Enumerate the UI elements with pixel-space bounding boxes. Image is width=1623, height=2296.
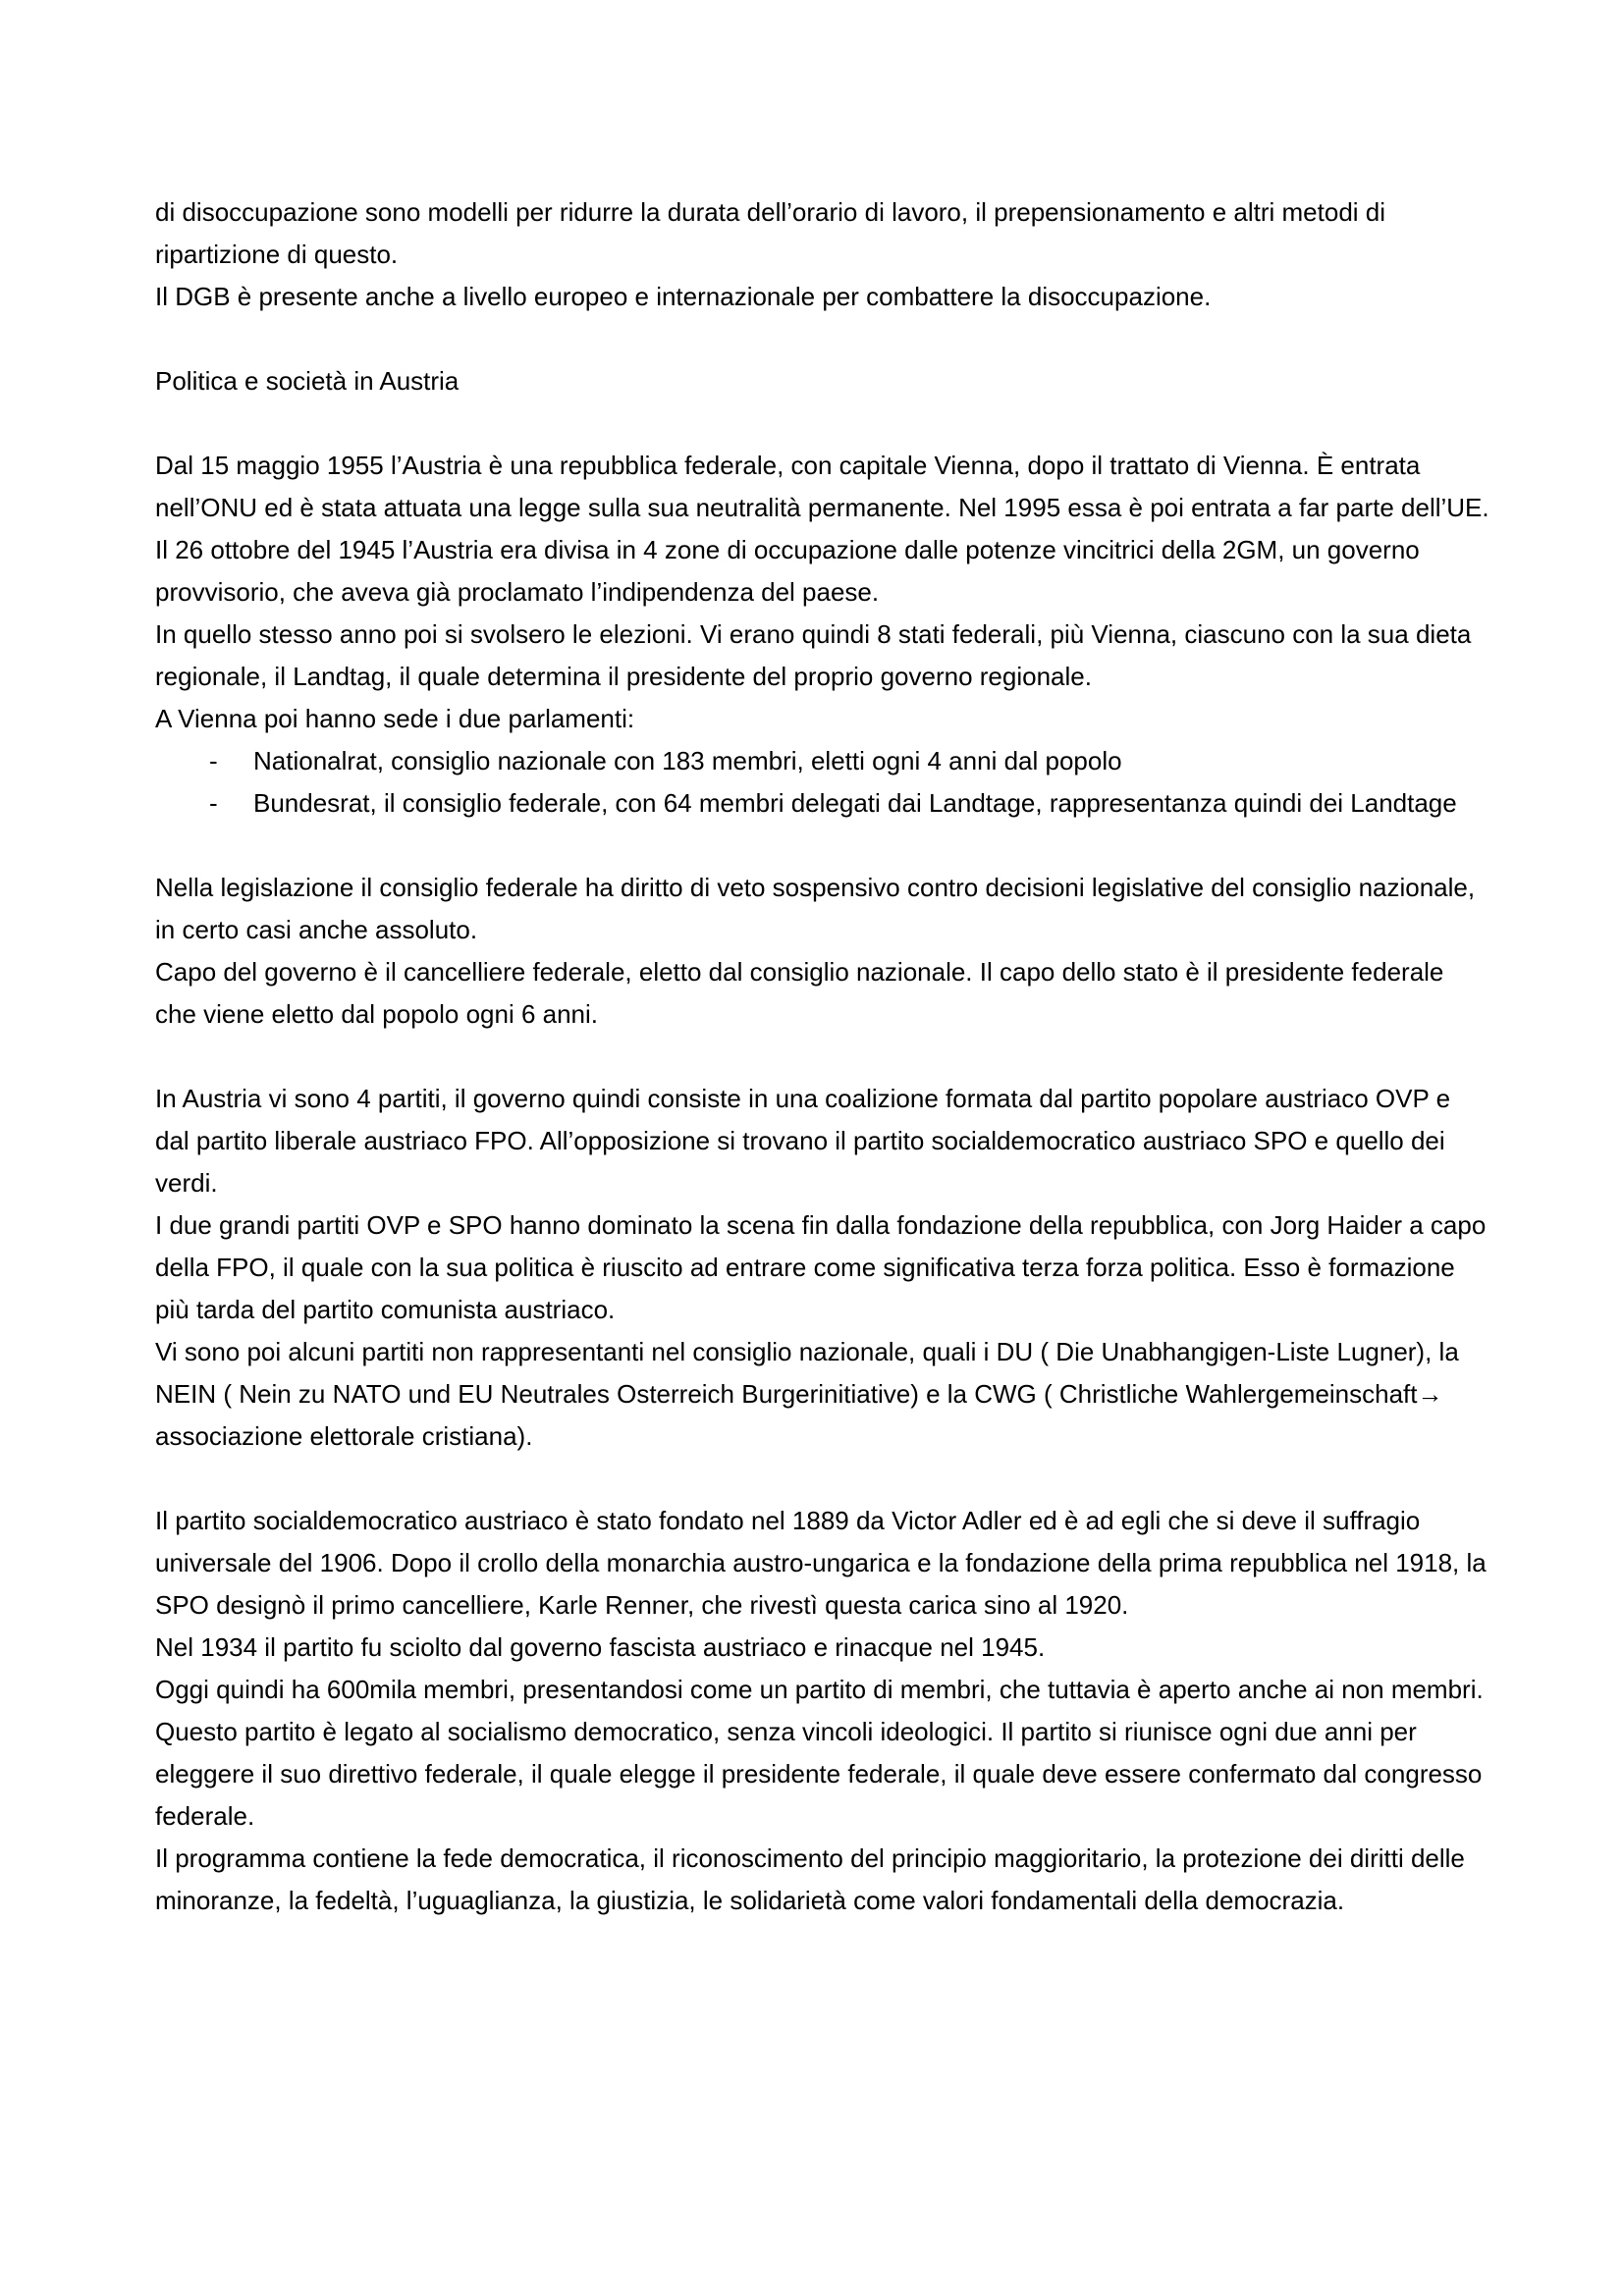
paragraph: Dal 15 maggio 1955 l’Austria è una repubblica federale, con capitale Vienna, dopo il trattato di Vienna. È entrata nell’ONU ed è stata attuata una legge sulla sua neutralità permanente. Nel 1995 essa è poi entrata a far parte dell’UE. — [155, 451, 1489, 522]
list-item — [155, 740, 1490, 782]
blank-line — [155, 318, 1490, 360]
paragraph: In quello stesso anno poi si svolsero le elezioni. Vi erano quindi 8 stati federali, più Vienna, ciascuno con la sua dieta regionale, il Landtag, il quale determina il presidente del proprio governo regionale. — [155, 619, 1472, 691]
paragraph: Questo partito è legato al socialismo democratico, senza vincoli ideologici. Il partito si riunisce ogni due anni per eleggere il suo direttivo federale, il quale elegge il presidente federale, il quale deve essere confermato dal congresso federale. — [155, 1717, 1483, 1831]
list-dash: - — [209, 788, 218, 818]
paragraph: Nel 1934 il partito fu sciolto dal governo fascista austriaco e rinacque nel 1945. — [155, 1632, 1046, 1662]
paragraph: In Austria vi sono 4 partiti, il governo quindi consiste in una coalizione formata dal partito popolare austriaco OVP e dal partito liberale austriaco FPO. All’opposizione si trovano il partito socialdemocratico austriaco SPO e quello dei verdi. — [155, 1084, 1451, 1198]
blank-line — [155, 402, 1490, 445]
paragraph: A Vienna poi hanno sede i due parlamenti: — [155, 704, 635, 733]
blank-line — [155, 1458, 1490, 1500]
paragraph: Il programma contiene la fede democratica, il riconoscimento del principio maggioritario, la protezione dei diritti delle minoranze, la fedeltà, l’uguaglianza, la giustizia, le solidarietà come valori fondamentali della democrazia. — [155, 1843, 1465, 1915]
paragraph: Il partito socialdemocratico austriaco è stato fondato nel 1889 da Victor Adler ed è ad egli che si deve il suffragio universale del 1906. Dopo il crollo della monarchia austro-ungarica e la fondazione della prima repubblica nel 1918, la SPO designò il primo cancelliere, Karle Renner, che rivestì questa carica sino al 1920. — [155, 1506, 1487, 1620]
document-body — [155, 191, 1490, 1922]
list-dash: - — [209, 746, 218, 775]
paragraph: Il 26 ottobre del 1945 l’Austria era divisa in 4 zone di occupazione dalle potenze vincitrici della 2GM, un governo provvisorio, che aveva già proclamato l’indipendenza del paese. — [155, 535, 1420, 607]
paragraph: Vi sono poi alcuni partiti non rappresentanti nel consiglio nazionale, quali i DU ( Die Unabhangigen-Liste Lugner), la NEIN ( Nein zu NATO und EU Neutrales Osterreich Burgerinitiative) e la CWG ( Christliche Wahlergemeinschaft→ associazione elettorale cristiana). — [155, 1337, 1459, 1451]
section-title: Politica e società in Austria — [155, 366, 460, 396]
paragraph: Capo del governo è il cancelliere federale, eletto dal consiglio nazionale. Il capo dello stato è il presidente federale che viene eletto dal popolo ogni 6 anni. — [155, 957, 1444, 1029]
paragraph: I due grandi partiti OVP e SPO hanno dominato la scena fin dalla fondazione della repubblica, con Jorg Haider a capo della FPO, il quale con la sua politica è riuscito ad entrare come significativa terza forza politica. Esso è formazione più tarda del partito comunista austriaco. — [155, 1210, 1487, 1324]
paragraph: di disoccupazione sono modelli per ridurre la durata dell’orario di lavoro, il prepensionamento e altri metodi di ripartizione di questo. — [155, 197, 1386, 269]
list-item-text: Nationalrat, consiglio nazionale con 183 membri, eletti ogni 4 anni dal popolo — [253, 746, 1122, 775]
list-item — [155, 782, 1490, 825]
paragraph: Oggi quindi ha 600mila membri, presentandosi come un partito di membri, che tuttavia è aperto anche ai non membri. — [155, 1675, 1484, 1704]
list-item-text: Bundesrat, il consiglio federale, con 64 membri delegati dai Landtage, rappresentanza quindi dei Landtage — [253, 788, 1457, 818]
paragraph: Nella legislazione il consiglio federale ha diritto di veto sospensivo contro decisioni legislative del consiglio nazionale, in certo casi anche assoluto. — [155, 873, 1476, 944]
blank-line — [155, 825, 1490, 867]
parliament-list — [155, 740, 1490, 825]
blank-line — [155, 1036, 1490, 1078]
paragraph: Il DGB è presente anche a livello europeo e internazionale per combattere la disoccupazione. — [155, 282, 1212, 311]
